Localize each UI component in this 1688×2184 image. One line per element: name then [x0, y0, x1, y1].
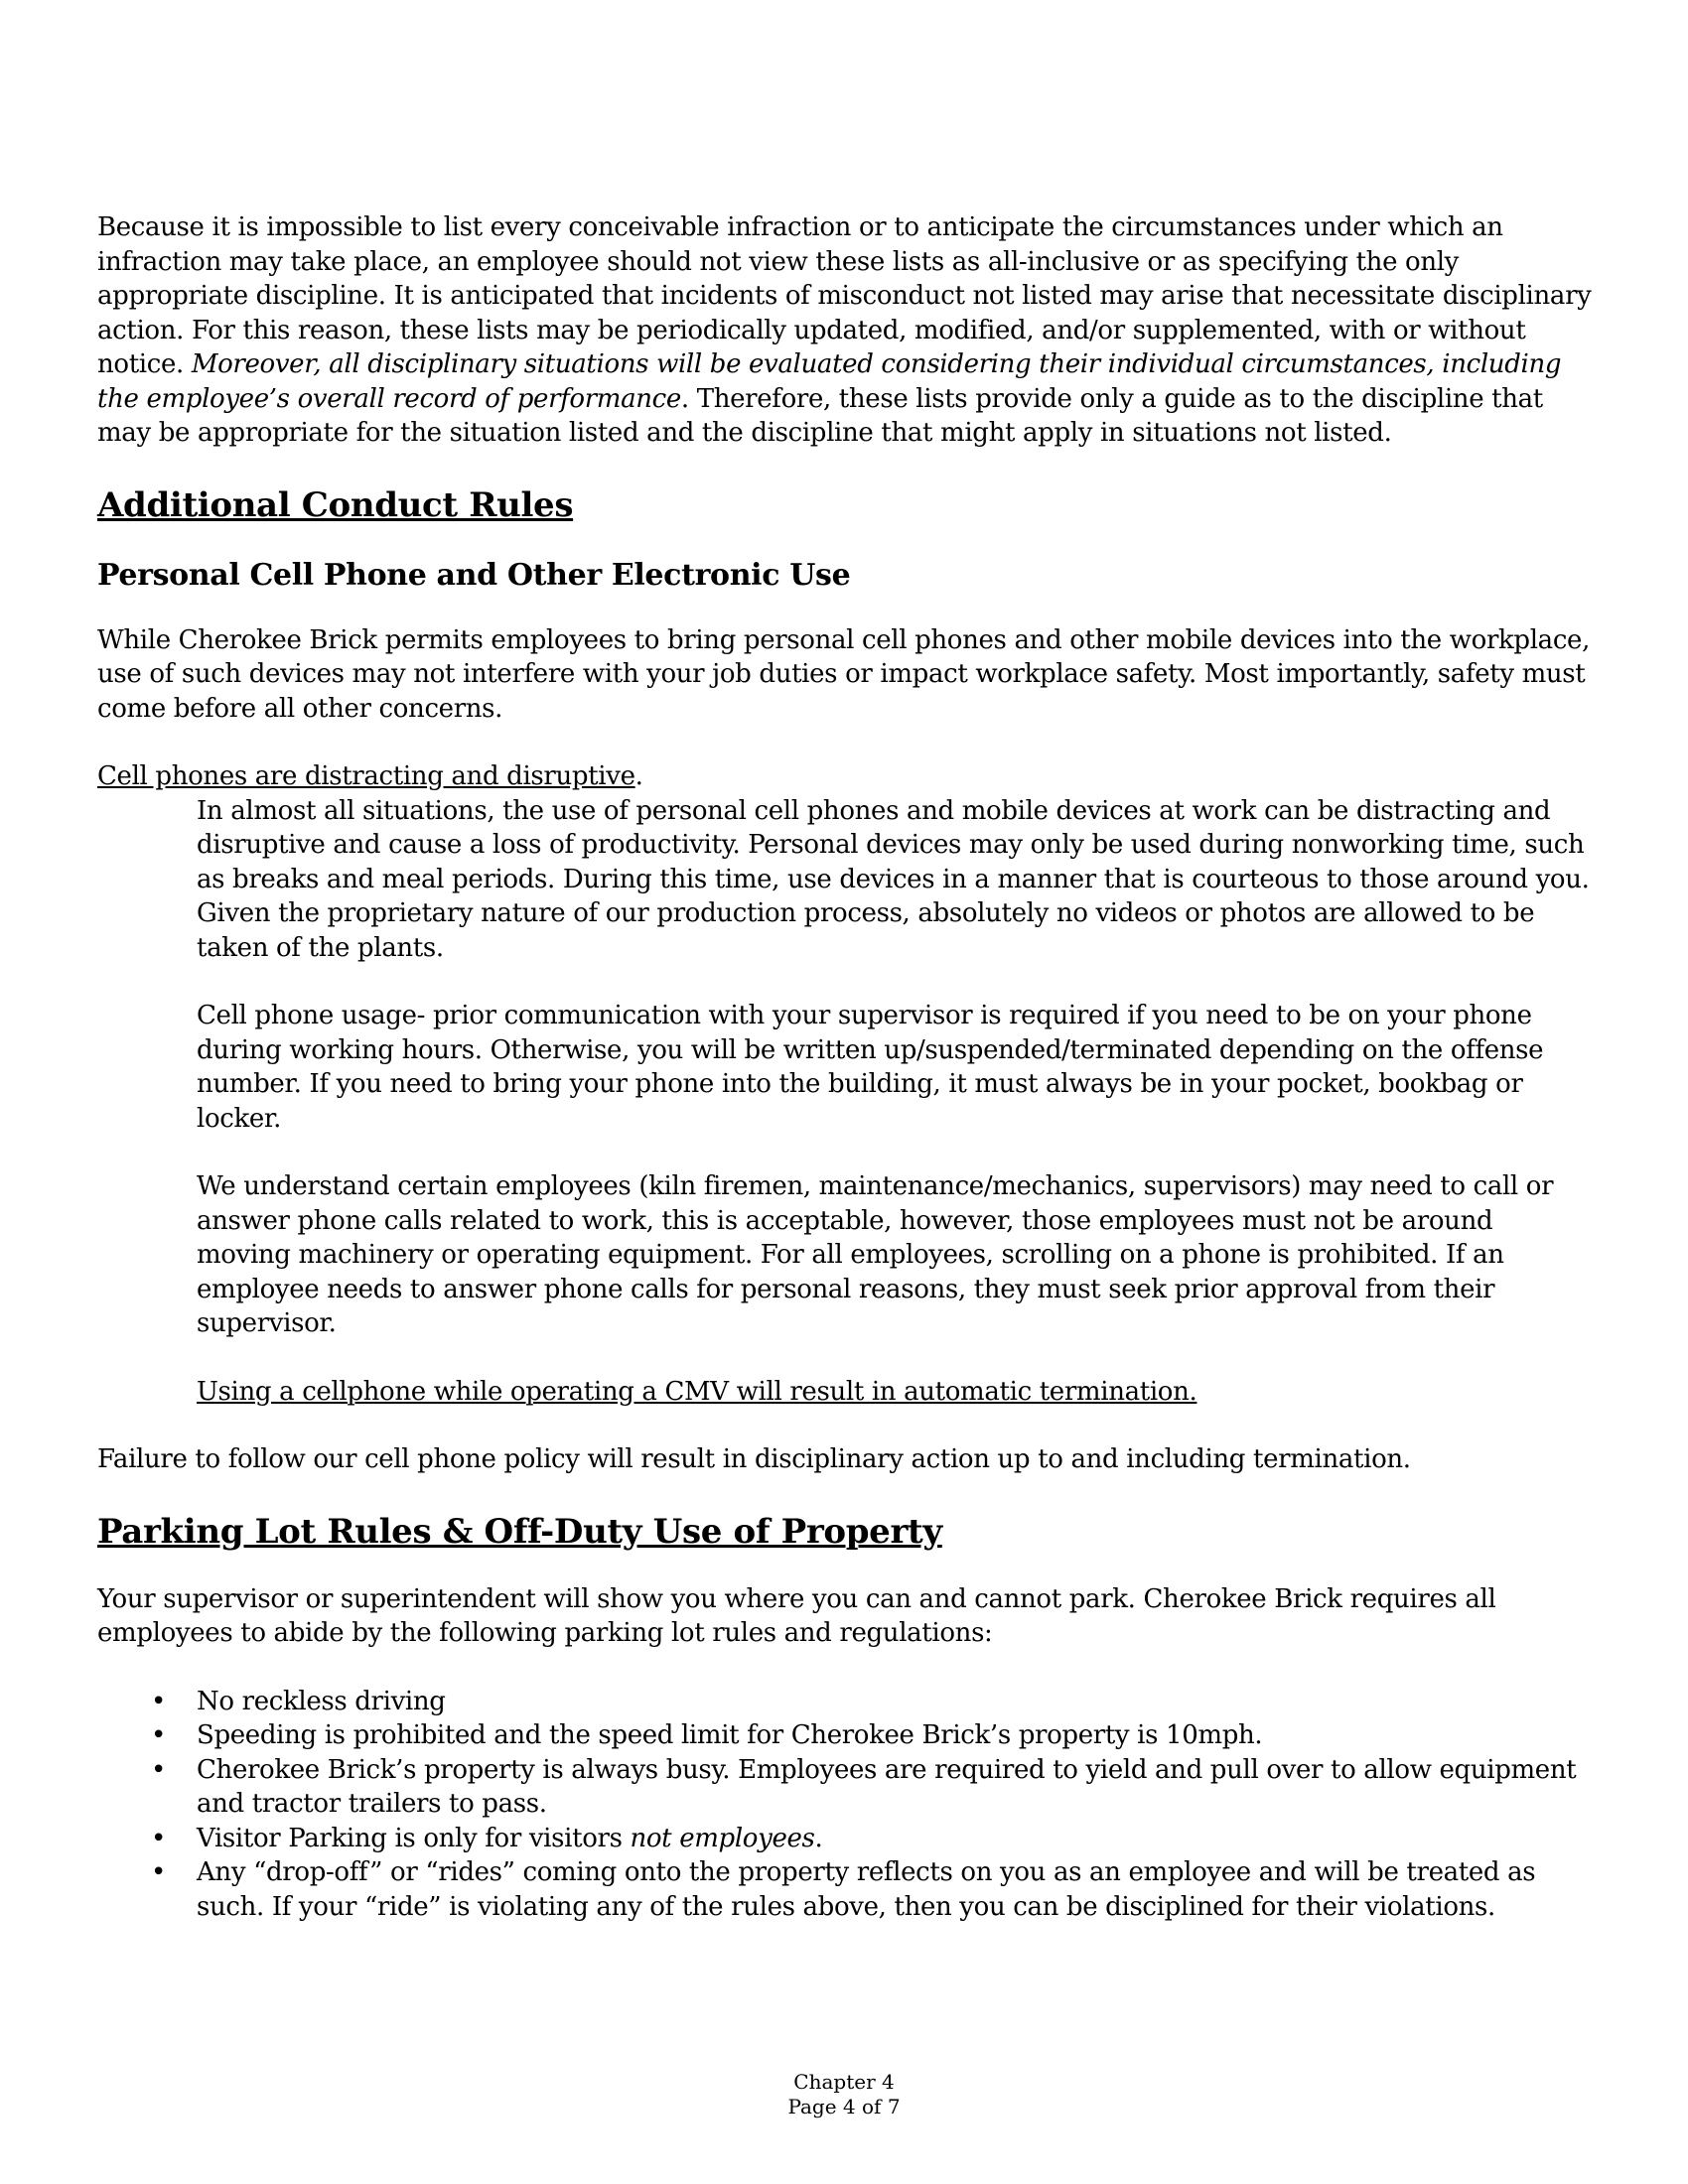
cmv-rule: Using a cellphone while operating a CMV will result in automatic termination.	[197, 1376, 1197, 1407]
intro-text-start: Because it is impossible to list every conceivable infraction or to anticipate the circumstances under which an infraction may take place, an employee should not view these lists as all-inclusive or as specifying the only appropriate discipline. It is anticipated that incidents of misconduct not listed may arise that necessitate disciplinary action. For this reason, these lists may be periodically updated, modified, and/or supplemented, with or without notice.	[97, 212, 1592, 379]
distracting-label-line	[97, 759, 1592, 794]
bullet-icon: •	[151, 1857, 166, 1887]
footer-chapter: Chapter 4	[793, 2070, 895, 2094]
bullet-icon: •	[151, 1720, 166, 1750]
list-item-text: Any “drop-off” or “rides” coming onto the property reflects on you as an employee and will be treated as such. If your “ride” is violating any of the rules above, then you can be disciplined for their violations.	[197, 1857, 1536, 1922]
failure-note: Failure to follow our cell phone policy will result in disciplinary action up to and including termination.	[97, 1444, 1411, 1474]
visitor-italic: not employees	[630, 1823, 815, 1853]
page-footer	[0, 2070, 1688, 2119]
cell-phone-paragraph-1: In almost all situations, the use of personal cell phones and mobile devices at work can be distracting and disruptive and cause a loss of productivity. Personal devices may only be used during nonworking time, such as breaks and meal periods. During this time, use devices in a manner that is courteous to those around you. Given the proprietary nature of our production process, absolutely no videos or photos are allowed to be taken of the plants.	[197, 795, 1590, 963]
cell-phone-paragraph-2: Cell phone usage- prior communication with your supervisor is required if you need to be on your phone during working hours. Otherwise, you will be written up/suspended/terminated depending on the offense number. If you need to bring your phone into the building, it must always be in your pocket, bookbag or locker.	[197, 1001, 1544, 1134]
list-item	[97, 1718, 1592, 1753]
distracting-label: Cell phones are distracting and disruptive	[97, 761, 635, 791]
footer-page-number: Page 4 of 7	[787, 2095, 901, 2118]
cell-phone-intro: While Cherokee Brick permits employees to bring personal cell phones and other mobile devices into the workplace, use of such devices may not interfere with your job duties or impact workplace safety. Most importantly, safety must come before all other concerns.	[97, 624, 1590, 724]
list-item	[97, 1855, 1592, 1924]
list-item-text: No reckless driving	[197, 1686, 446, 1716]
document-page	[97, 210, 1592, 1924]
bullet-icon: •	[151, 1754, 166, 1785]
cell-phone-subheading: Personal Cell Phone and Other Electronic Use	[97, 557, 851, 593]
visitor-text: Visitor Parking is only for visitors	[197, 1823, 631, 1853]
list-item	[97, 1822, 1592, 1856]
intro-text-end: . Therefore, these lists provide only a guide as to the discipline that may be appropriate for the situation listed and the discipline that might apply in situations not listed.	[97, 383, 1543, 448]
parking-intro: Your supervisor or superintendent will show you where you can and cannot park. Cherokee Brick requires all employees to abide by the following parking lot rules and regulations:	[97, 1583, 1496, 1648]
distracting-label-period: .	[634, 761, 643, 791]
cell-phone-paragraph-3: We understand certain employees (kiln firemen, maintenance/mechanics, supervisors) may need to call or answer phone calls related to work, this is acceptable, however, those employees must not be around moving machinery or operating equipment. For all employees, scrolling on a phone is prohibited. If an employee needs to answer phone calls for personal reasons, they must seek prior approval from their supervisor.	[197, 1171, 1554, 1338]
list-item-text: Cherokee Brick’s property is always busy. Employees are required to yield and pull over to allow equipment and tractor trailers to pass.	[197, 1754, 1577, 1819]
parking-rules-list	[97, 1685, 1592, 1925]
visitor-end: .	[814, 1823, 823, 1853]
intro-text-italic: Moreover, all disciplinary situations will be evaluated considering their individual circumstances, including the employee’s overall record of performance	[97, 349, 1562, 414]
intro-paragraph	[97, 210, 1592, 451]
list-item	[97, 1753, 1592, 1822]
bullet-icon: •	[151, 1823, 166, 1853]
list-item-text: Speeding is prohibited and the speed limit for Cherokee Brick’s property is 10mph.	[197, 1720, 1263, 1750]
bullet-icon: •	[151, 1686, 166, 1716]
cell-phone-details	[97, 794, 1592, 1410]
parking-heading: Parking Lot Rules & Off-Duty Use of Property	[97, 1511, 942, 1552]
list-item	[97, 1685, 1592, 1719]
additional-conduct-heading: Additional Conduct Rules	[97, 484, 574, 525]
